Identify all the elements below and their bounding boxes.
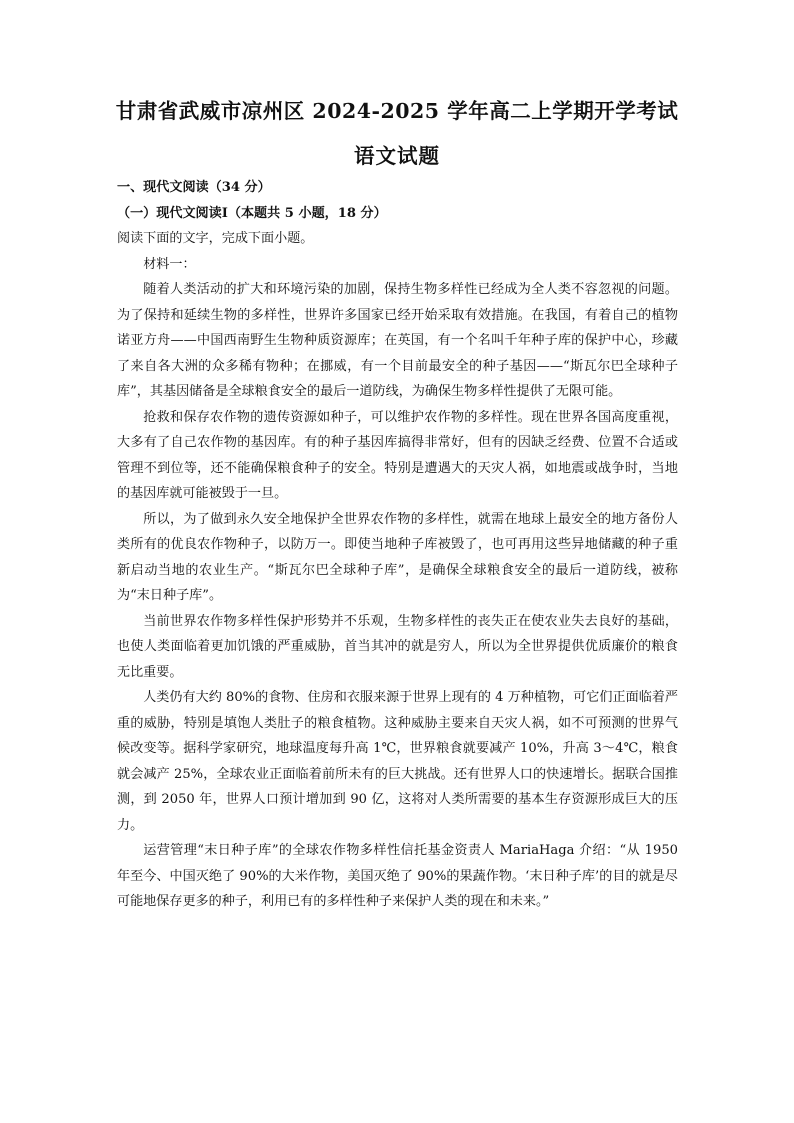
paragraph: 人类仍有大约 80%的食物、住房和衣服来源于世界上现有的 4 万种植物，可它们正面临着严重的威胁，特别是填饱人类肚子的粮食植物。这种威胁主要来自天灾人祸，如不可预测的世界气候改变等。据科学家研究，地球温度每升高 1℃，世界粮食就要减产 10%，升高 3～4℃，粮食就会减产 25%，全球农业正面临着前所未有的巨大挑战。还有世界人口的快速增长。据联合国推测，到 2050 年，世界人口预计增加到 90 亿，这将对人类所需要的基本生存资源形成巨大的压力。 bbox=[117, 690, 678, 833]
paragraph: 当前世界农作物多样性保护形势并不乐观，生物多样性的丧失正在使农业失去良好的基础，也使人类面临着更加饥饿的严重威胁，首当其冲的就是穷人，所以为全世界提供优质廉价的粮食无比重要。 bbox=[117, 613, 678, 680]
exam-subtitle: 语文试题 bbox=[354, 144, 440, 168]
paragraph: 运营管理“末日种子库”的全球农作物多样性信托基金资责人 MariaHaga 介绍：“从 1950 年至今、中国灭绝了 90%的大米作物，美国灭绝了 90%的果蔬作物。‘末日种子库’的目的就是尽可能地保存更多的种子，利用已有的多样性种子来保护人类的现在和未来。” bbox=[117, 843, 678, 909]
paragraph: 随着人类活动的扩大和环境污染的加剧，保持生物多样性已经成为全人类不容忽视的问题。为了保持和延续生物的多样性，世界许多国家已经开始采取有效措施。在我国，有着自己的植物诺亚方舟——中国西南野生生物种质资源库；在英国，有一个名叫千年种子库的保护中心，珍藏了来自各大洲的众多稀有物种；在挪威，有一个目前最安全的种子基因——“斯瓦尔巴全球种子库”，其基因储备是全球粮食安全的最后一道防线，为确保生物多样性提供了无限可能。 bbox=[117, 282, 678, 399]
material-label: 材料一： bbox=[143, 256, 196, 272]
paragraph: 抢救和保存农作物的遗传资源如种子，可以维护农作物的多样性。现在世界各国高度重视，大多有了自己农作物的基因库。有的种子基因库搞得非常好，但有的因缺乏经费、位置不合适或管理不到位等，还不能确保粮食种子的安全。特别是遭遇大的天灾人祸，如地震或战争时，当地的基因库就可能被毁于一旦。 bbox=[117, 409, 678, 501]
section-heading: 一、现代文阅读（34 分） bbox=[117, 180, 271, 195]
reading-instruction: 阅读下面的文字，完成下面小题。 bbox=[117, 231, 314, 246]
document-body bbox=[117, 175, 678, 915]
exam-title: 甘肃省武威市凉州区 2024-2025 学年高二上学期开学考试 bbox=[115, 99, 679, 123]
paragraph: 所以，为了做到永久安全地保护全世界农作物的多样性，就需在地球上最安全的地方备份人类所有的优良农作物种子，以防万一。即使当地种子库被毁了，也可再用这些异地储藏的种子重新启动当地的农业生产。“斯瓦尔巴全球种子库”，是确保全球粮食安全的最后一道防线，被称为“末日种子库”。 bbox=[117, 511, 678, 603]
subsection-heading: （一）现代文阅读Ⅰ（本题共 5 小题，18 分） bbox=[117, 205, 387, 221]
